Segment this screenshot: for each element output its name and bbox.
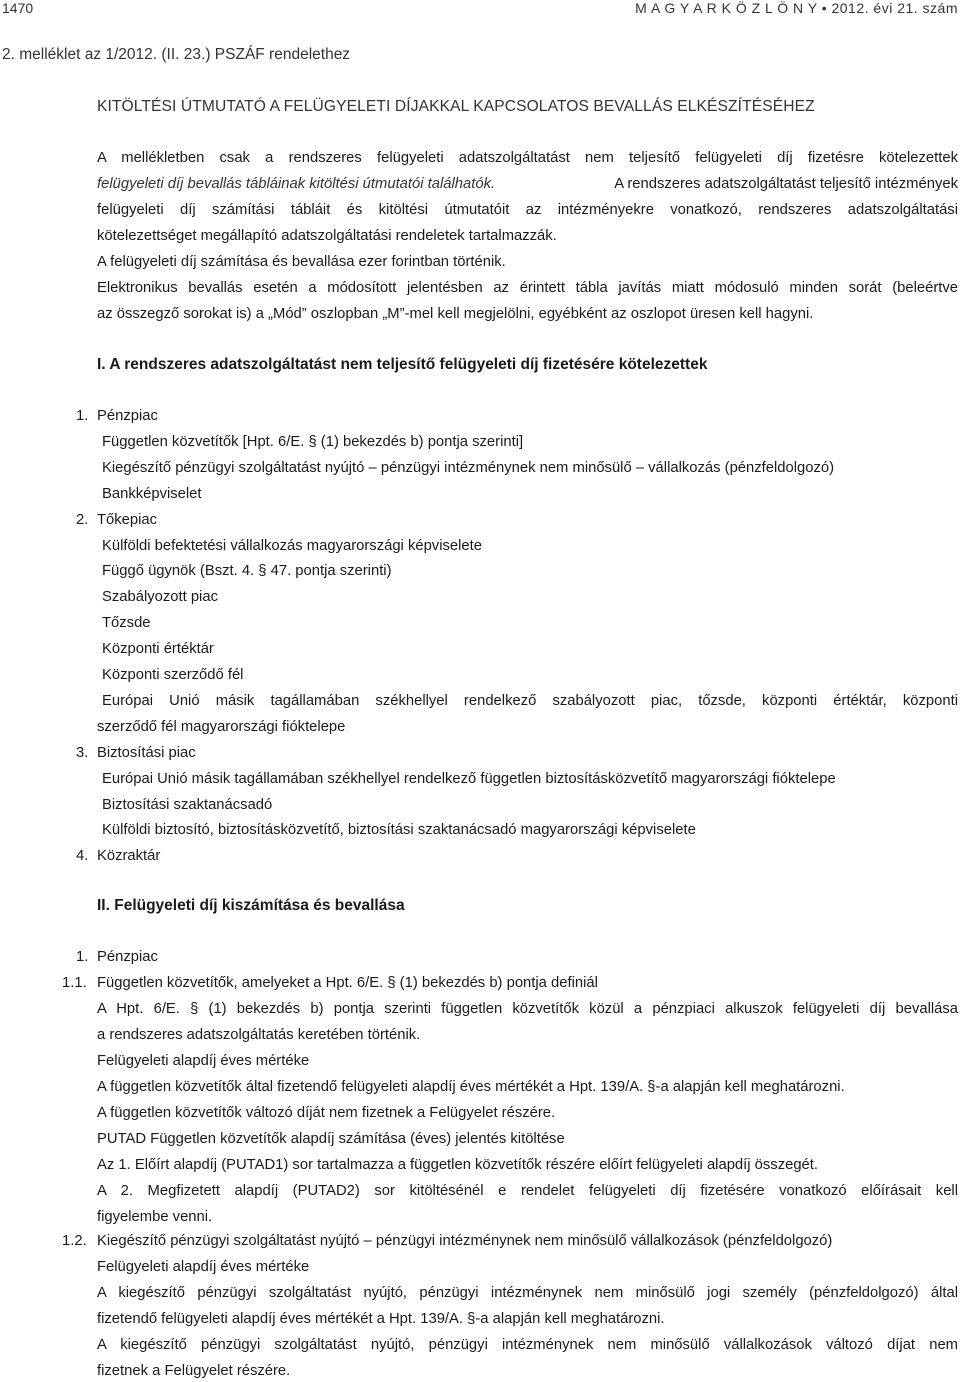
intro-line-2b: A rendszeres adatszolgáltatást teljesítő intézmények	[614, 176, 958, 192]
page-number: 1470	[2, 0, 34, 16]
item-label: Pénzpiac	[97, 949, 158, 965]
intro-line-7: az összegző sorokat is) a „Mód” oszlopban „M”-mel kell megjelölni, egyébként az oszlopot üresen kell hagyni.	[97, 306, 814, 322]
paragraph-line: PUTAD Független közvetítők alapdíj számítása (éves) jelentés kitöltése	[97, 1131, 565, 1147]
list-subitem: Független közvetítők [Hpt. 6/E. § (1) bekezdés b) pontja szerinti]	[102, 433, 524, 450]
list-subitem: Függő ügynök (Bszt. 4. § 47. pontja szerinti)	[102, 563, 392, 580]
list-subitem-continuation: szerződő fél magyarországi fióktelepe	[97, 718, 346, 735]
list-category: Tőkepiac	[97, 511, 158, 528]
item-label: Kiegészítő pénzügyi szolgáltatást nyújtó – pénzügyi intézménynek nem minősülő vállalkozások (pénzfeldolgozó)	[97, 1233, 833, 1249]
list-subitem: Központi szerződő fél	[102, 667, 244, 683]
paragraph-line: A kiegészítő pénzügyi szolgáltatást nyújtó, pénzügyi intézménynek nem minősülő vállalkozások változó díjat nem	[97, 1337, 958, 1353]
item-number: 1.1.	[62, 975, 87, 991]
list-subitem: Bankképviselet	[102, 485, 202, 502]
intro-line-2a: felügyeleti díj bevallás tábláinak kitöltési útmutatói találhatók.	[97, 176, 496, 192]
list-category: Pénzpiac	[97, 408, 158, 424]
list-subitem: Biztosítási szaktanácsadó	[102, 796, 273, 813]
list-number: 3.	[76, 744, 89, 761]
item-number: 1.	[76, 949, 89, 965]
journal-title: M A G Y A R K Ö Z L Ö N Y • 2012. évi 21. szám	[635, 0, 958, 16]
list-subitem: Központi értéktár	[102, 641, 214, 658]
paragraph-line: A független közvetítők által fizetendő felügyeleti alapdíj éves mértékét a Hpt. 139/A. §-a alapján kell meghatározni.	[97, 1079, 845, 1095]
paragraph-line: A Hpt. 6/E. § (1) bekezdés b) pontja szerinti független közvetítők közül a pénzpiaci alkuszok felügyeleti díj bevallása	[97, 1001, 958, 1017]
list-subitem: Kiegészítő pénzügyi szolgáltatást nyújtó – pénzügyi intézménynek nem minősülő – vállalkozás (pénzfeldolgozó)	[102, 459, 835, 476]
section-2-heading: II. Felügyeleti díj kiszámítása és bevallása	[97, 897, 405, 914]
intro-line-1: A mellékletben csak a rendszeres felügyeleti adatszolgáltatást nem teljesítő felügyeleti díj fizetésre kötelezettek	[97, 150, 958, 166]
list-subitem: Európai Unió másik tagállamában székhellyel rendelkező szabályozott piac, tőzsde, központi értéktár, központi	[102, 692, 958, 709]
intro-line-4: kötelezettséget megállapító adatszolgáltatási rendeletek tartalmazzák.	[97, 228, 557, 244]
list-subitem: Tőzsde	[102, 615, 151, 632]
list-number: 1.	[76, 408, 89, 424]
annex-line: 2. melléklet az 1/2012. (II. 23.) PSZÁF rendelethez	[2, 46, 351, 63]
list-number: 4.	[76, 848, 89, 865]
paragraph-line: fizetnek a Felügyelet részére.	[97, 1363, 291, 1379]
paragraph-line: A kiegészítő pénzügyi szolgáltatást nyújtó, pénzügyi intézménynek nem minősülő jogi személy (pénzfeldolgozó) által	[97, 1285, 958, 1301]
intro-line-6: Elektronikus bevallás esetén a módosított jelentésben az érintett tábla javítás miatt módosuló minden sorát (beleértve	[97, 280, 958, 296]
list-number: 2.	[76, 511, 89, 528]
paragraph-line: fizetendő felügyeleti alapdíj éves mértékét a Hpt. 139/A. §-a alapján kell meghatározni.	[97, 1311, 665, 1327]
paragraph-line: A független közvetítők változó díját nem fizetnek a Felügyelet részére.	[97, 1105, 556, 1121]
paragraph-line: Az 1. Előírt alapdíj (PUTAD1) sor tartalmazza a független közvetítők részére előírt felügyeleti alapdíj összegét.	[97, 1157, 819, 1173]
paragraph-line: figyelembe venni.	[97, 1209, 213, 1225]
item-number: 1.2.	[62, 1233, 87, 1249]
list-subitem: Külföldi befektetési vállalkozás magyarországi képviselete	[102, 537, 482, 554]
paragraph-line: a rendszeres adatszolgáltatás keretében történik.	[97, 1027, 421, 1043]
paragraph-line: Felügyeleti alapdíj éves mértéke	[97, 1053, 310, 1069]
item-label: Független közvetítők, amelyeket a Hpt. 6/E. § (1) bekezdés b) pontja definiál	[97, 975, 598, 991]
list-category: Közraktár	[97, 848, 161, 865]
running-header	[0, 0, 960, 18]
intro-line-5: A felügyeleti díj számítása és bevallása ezer forintban történik.	[97, 254, 506, 270]
list-category: Biztosítási piac	[97, 744, 196, 761]
list-subitem: Európai Unió másik tagállamában székhellyel rendelkező független biztosításközvetítő magyarországi fióktelepe	[102, 770, 836, 787]
paragraph-line: A 2. Megfizetett alapdíj (PUTAD2) sor kitöltésénél e rendelet felügyeleti díj fizetésére vonatkozó előírásait kell	[97, 1183, 958, 1199]
list-subitem: Szabályozott piac	[102, 589, 218, 606]
paragraph-line: Felügyeleti alapdíj éves mértéke	[97, 1259, 310, 1275]
intro-line-3: felügyeleti díj számítási tábláit és kitöltési útmutatóit az intézményekre vonatkozó, rendszeres adatszolgáltatási	[97, 202, 958, 218]
section-1-heading: I. A rendszeres adatszolgáltatást nem teljesítő felügyeleti díj fizetésére kötelezettek	[97, 356, 708, 373]
document-title: KITÖLTÉSI ÚTMUTATÓ A FELÜGYELETI DÍJAKKAL KAPCSOLATOS BEVALLÁS ELKÉSZÍTÉSÉHEZ	[97, 98, 815, 115]
list-subitem: Külföldi biztosító, biztosításközvetítő, biztosítási szaktanácsadó magyarországi képviselete	[102, 822, 696, 839]
